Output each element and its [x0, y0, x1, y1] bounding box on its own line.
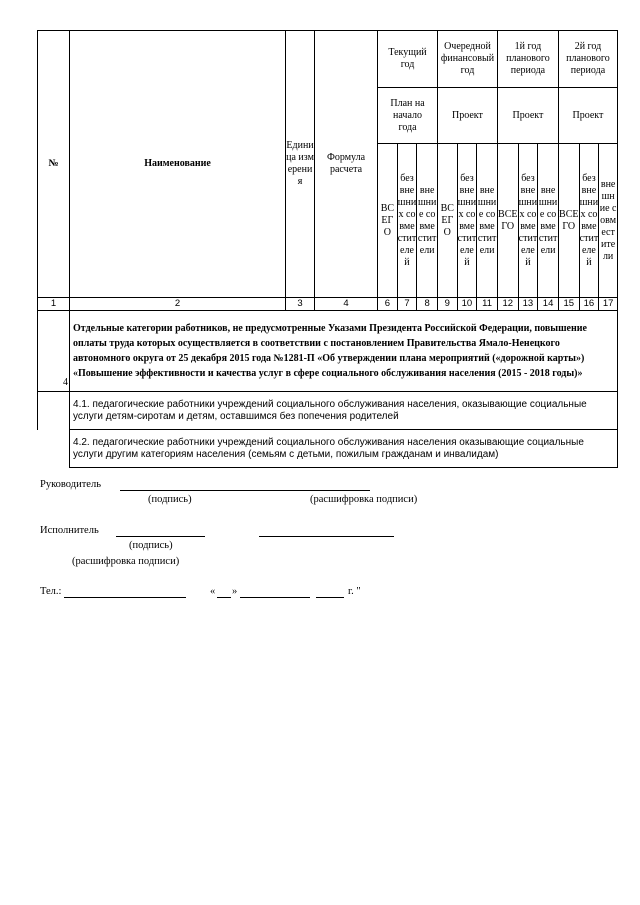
executor-decode-line [259, 536, 394, 537]
leaf-total: ВСЕГО [558, 144, 579, 298]
date-year-line [316, 597, 344, 598]
column-number: 2 [70, 298, 286, 311]
leaf-total: ВСЕГО [497, 144, 518, 298]
leaf-ext: внешние совместители [599, 144, 618, 298]
leaf-ext: внешние совместители [477, 144, 498, 298]
leaf-total: ВСЕГО [378, 144, 398, 298]
column-number: 13 [518, 298, 538, 311]
leaf-no-ext: без внешних совместителей [457, 144, 477, 298]
date-open-quote: « [210, 586, 216, 597]
column-number: 3 [286, 298, 315, 311]
date-day-line [217, 597, 231, 598]
header-name: Наименование [70, 31, 286, 298]
row-text: Отдельные категории работников, не предусмотренные Указами Президента Российской Федерации, повышение оплаты труда которых осуществляется в соответствии с постановлением Правительства Ямало-Ненецкого автономного округа от 25 декабря 2015 года №1281-П «Об утверждении плана мероприятий («дорожной карты») «Повышение эффективности и качества услуг в сфере социального обслуживания населения (2015 - 2018 годы)» [70, 311, 618, 392]
head-sign-caption: (подпись) [148, 494, 192, 505]
header-formula: Формула расчета [315, 31, 378, 298]
column-number: 7 [397, 298, 417, 311]
column-number: 16 [579, 298, 599, 311]
column-number: 14 [538, 298, 559, 311]
leaf-ext: внешние совместители [538, 144, 559, 298]
phone-line [64, 597, 186, 598]
header-project-next: Проект [437, 88, 497, 144]
phone-label: Тел.: [40, 586, 62, 597]
header-period-next: Очередной финансовый год [437, 31, 497, 88]
column-number: 9 [437, 298, 457, 311]
executor-label: Исполнитель [40, 525, 99, 536]
executor-sign-line [116, 536, 205, 537]
row-number [38, 392, 70, 430]
leaf-total: ВСЕГО [437, 144, 457, 298]
table-row [38, 430, 618, 468]
year-suffix: г. " [348, 586, 361, 597]
report-table [37, 30, 618, 468]
column-number: 12 [497, 298, 518, 311]
head-label: Руководитель [40, 479, 101, 490]
head-decode-caption: (расшифровка подписи) [310, 494, 418, 505]
date-month-line [240, 597, 310, 598]
table-row [38, 392, 618, 430]
executor-sign-caption: (подпись) [129, 540, 173, 551]
header-project-plan2: Проект [558, 88, 617, 144]
header-period-plan1: 1й год планового периода [497, 31, 558, 88]
executor-decode-caption: (расшифровка подписи) [72, 556, 180, 567]
column-number-row [38, 298, 618, 311]
leaf-ext: внешние совместители [417, 144, 438, 298]
header-plan-start: План на начало года [378, 88, 438, 144]
leaf-no-ext: без внешних совместителей [518, 144, 538, 298]
head-sign-line [120, 490, 370, 491]
column-number: 17 [599, 298, 618, 311]
leaf-no-ext: без внешних совместителей [397, 144, 417, 298]
column-number: 8 [417, 298, 438, 311]
column-number: 15 [558, 298, 579, 311]
row-text: 4.1. педагогические работники учреждений социального обслуживания населения, оказывающие социальные услуги детям-сиротам и детям, оставшимся без попечения родителей [70, 392, 618, 430]
table-row [38, 311, 618, 392]
date-close-quote: » [232, 586, 238, 597]
column-number: 1 [38, 298, 70, 311]
header-unit: Единица измерения [286, 31, 315, 298]
column-number: 11 [477, 298, 498, 311]
row-number [38, 430, 70, 468]
row-text: 4.2. педагогические работники учреждений социального обслуживания населения оказывающие социальные услуги другим категориям населения (семьям с детьми, пожилым гражданам и инвалидам) [70, 430, 618, 468]
header-period-plan2: 2й год планового периода [558, 31, 617, 88]
header-project-plan1: Проект [497, 88, 558, 144]
column-number: 4 [315, 298, 378, 311]
column-number: 6 [378, 298, 398, 311]
header-no: № [38, 31, 70, 298]
row-number: 4 [38, 311, 70, 392]
column-number: 10 [457, 298, 477, 311]
leaf-no-ext: без внешних совместителей [579, 144, 599, 298]
header-period-current: Текущий год [378, 31, 438, 88]
